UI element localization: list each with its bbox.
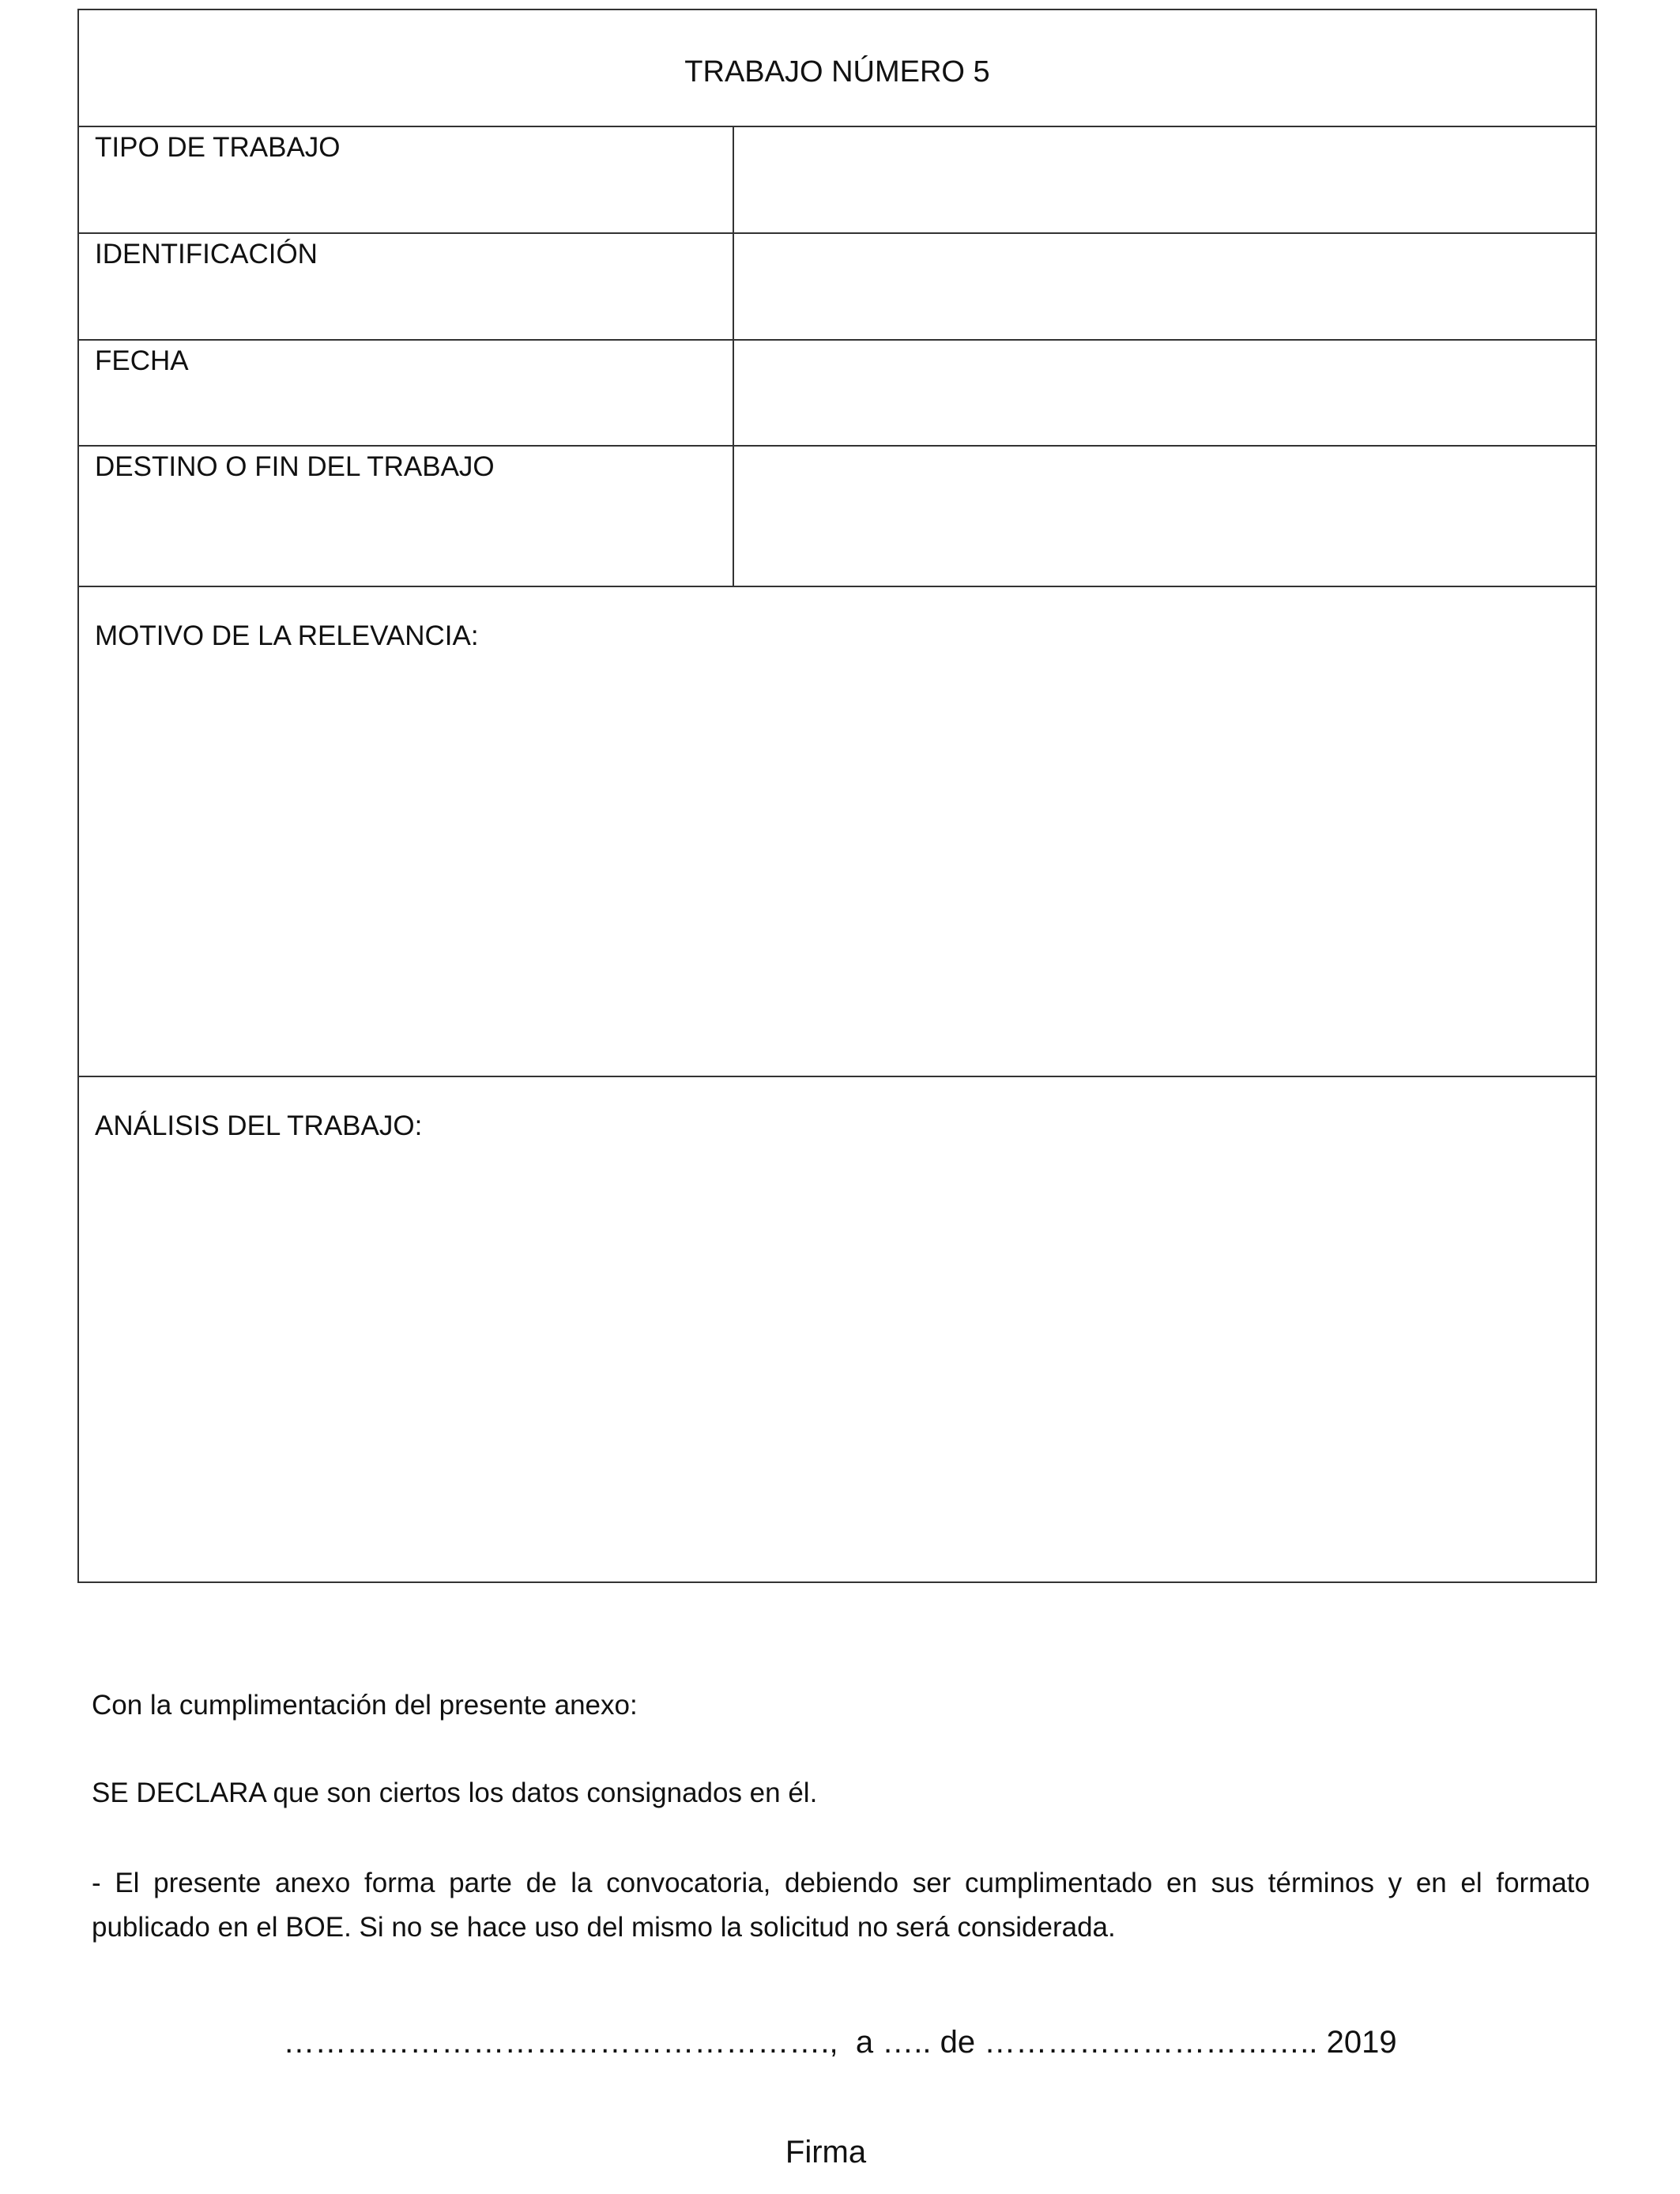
declaration-intro: Con la cumplimentación del presente anexo: — [92, 1690, 638, 1721]
de-word: de — [940, 2025, 976, 2060]
declaration-statement: SE DECLARA que son ciertos los datos consignados en él. — [92, 1777, 818, 1808]
tipo-de-trabajo-field[interactable] — [733, 127, 1595, 232]
signature-label: Firma — [785, 2135, 867, 2169]
declaration-note: - El presente anexo forma parte de la convocatoria, debiendo ser cumplimentado en sus términos y en el formato publicado en el BOE. Si no se hace uso del mismo la solicitud no será considerada. — [92, 1868, 1590, 1943]
relevancia-label: MOTIVO DE LA RELEVANCIA: — [95, 620, 479, 651]
row-destino — [79, 447, 1595, 587]
month-blank[interactable]: ………………………….. — [984, 2025, 1318, 2060]
analisis-label: ANÁLISIS DEL TRABAJO: — [95, 1110, 423, 1141]
fecha-field[interactable] — [733, 341, 1595, 445]
row-label: TIPO DE TRABAJO — [95, 132, 341, 163]
place-date-line — [0, 2025, 1680, 2060]
a-word: a — [855, 2025, 874, 2060]
row-label: IDENTIFICACIÓN — [95, 239, 318, 270]
relevancia-field[interactable] — [79, 587, 1595, 1077]
day-blank[interactable]: ….. — [882, 2025, 932, 2060]
row-identificacion — [79, 234, 1595, 341]
row-label: DESTINO O FIN DEL TRABAJO — [95, 451, 495, 482]
place-blank[interactable]: ……………………………………………., — [283, 2025, 838, 2060]
analisis-field[interactable] — [79, 1077, 1595, 1581]
identificacion-field[interactable] — [733, 234, 1595, 339]
form-title: TRABAJO NÚMERO 5 — [79, 10, 1595, 127]
year-text: 2019 — [1326, 2025, 1397, 2060]
destino-field[interactable] — [733, 447, 1595, 586]
row-label: FECHA — [95, 345, 189, 376]
row-tipo-de-trabajo — [79, 127, 1595, 234]
work-form-table — [77, 9, 1597, 1583]
row-fecha — [79, 341, 1595, 447]
